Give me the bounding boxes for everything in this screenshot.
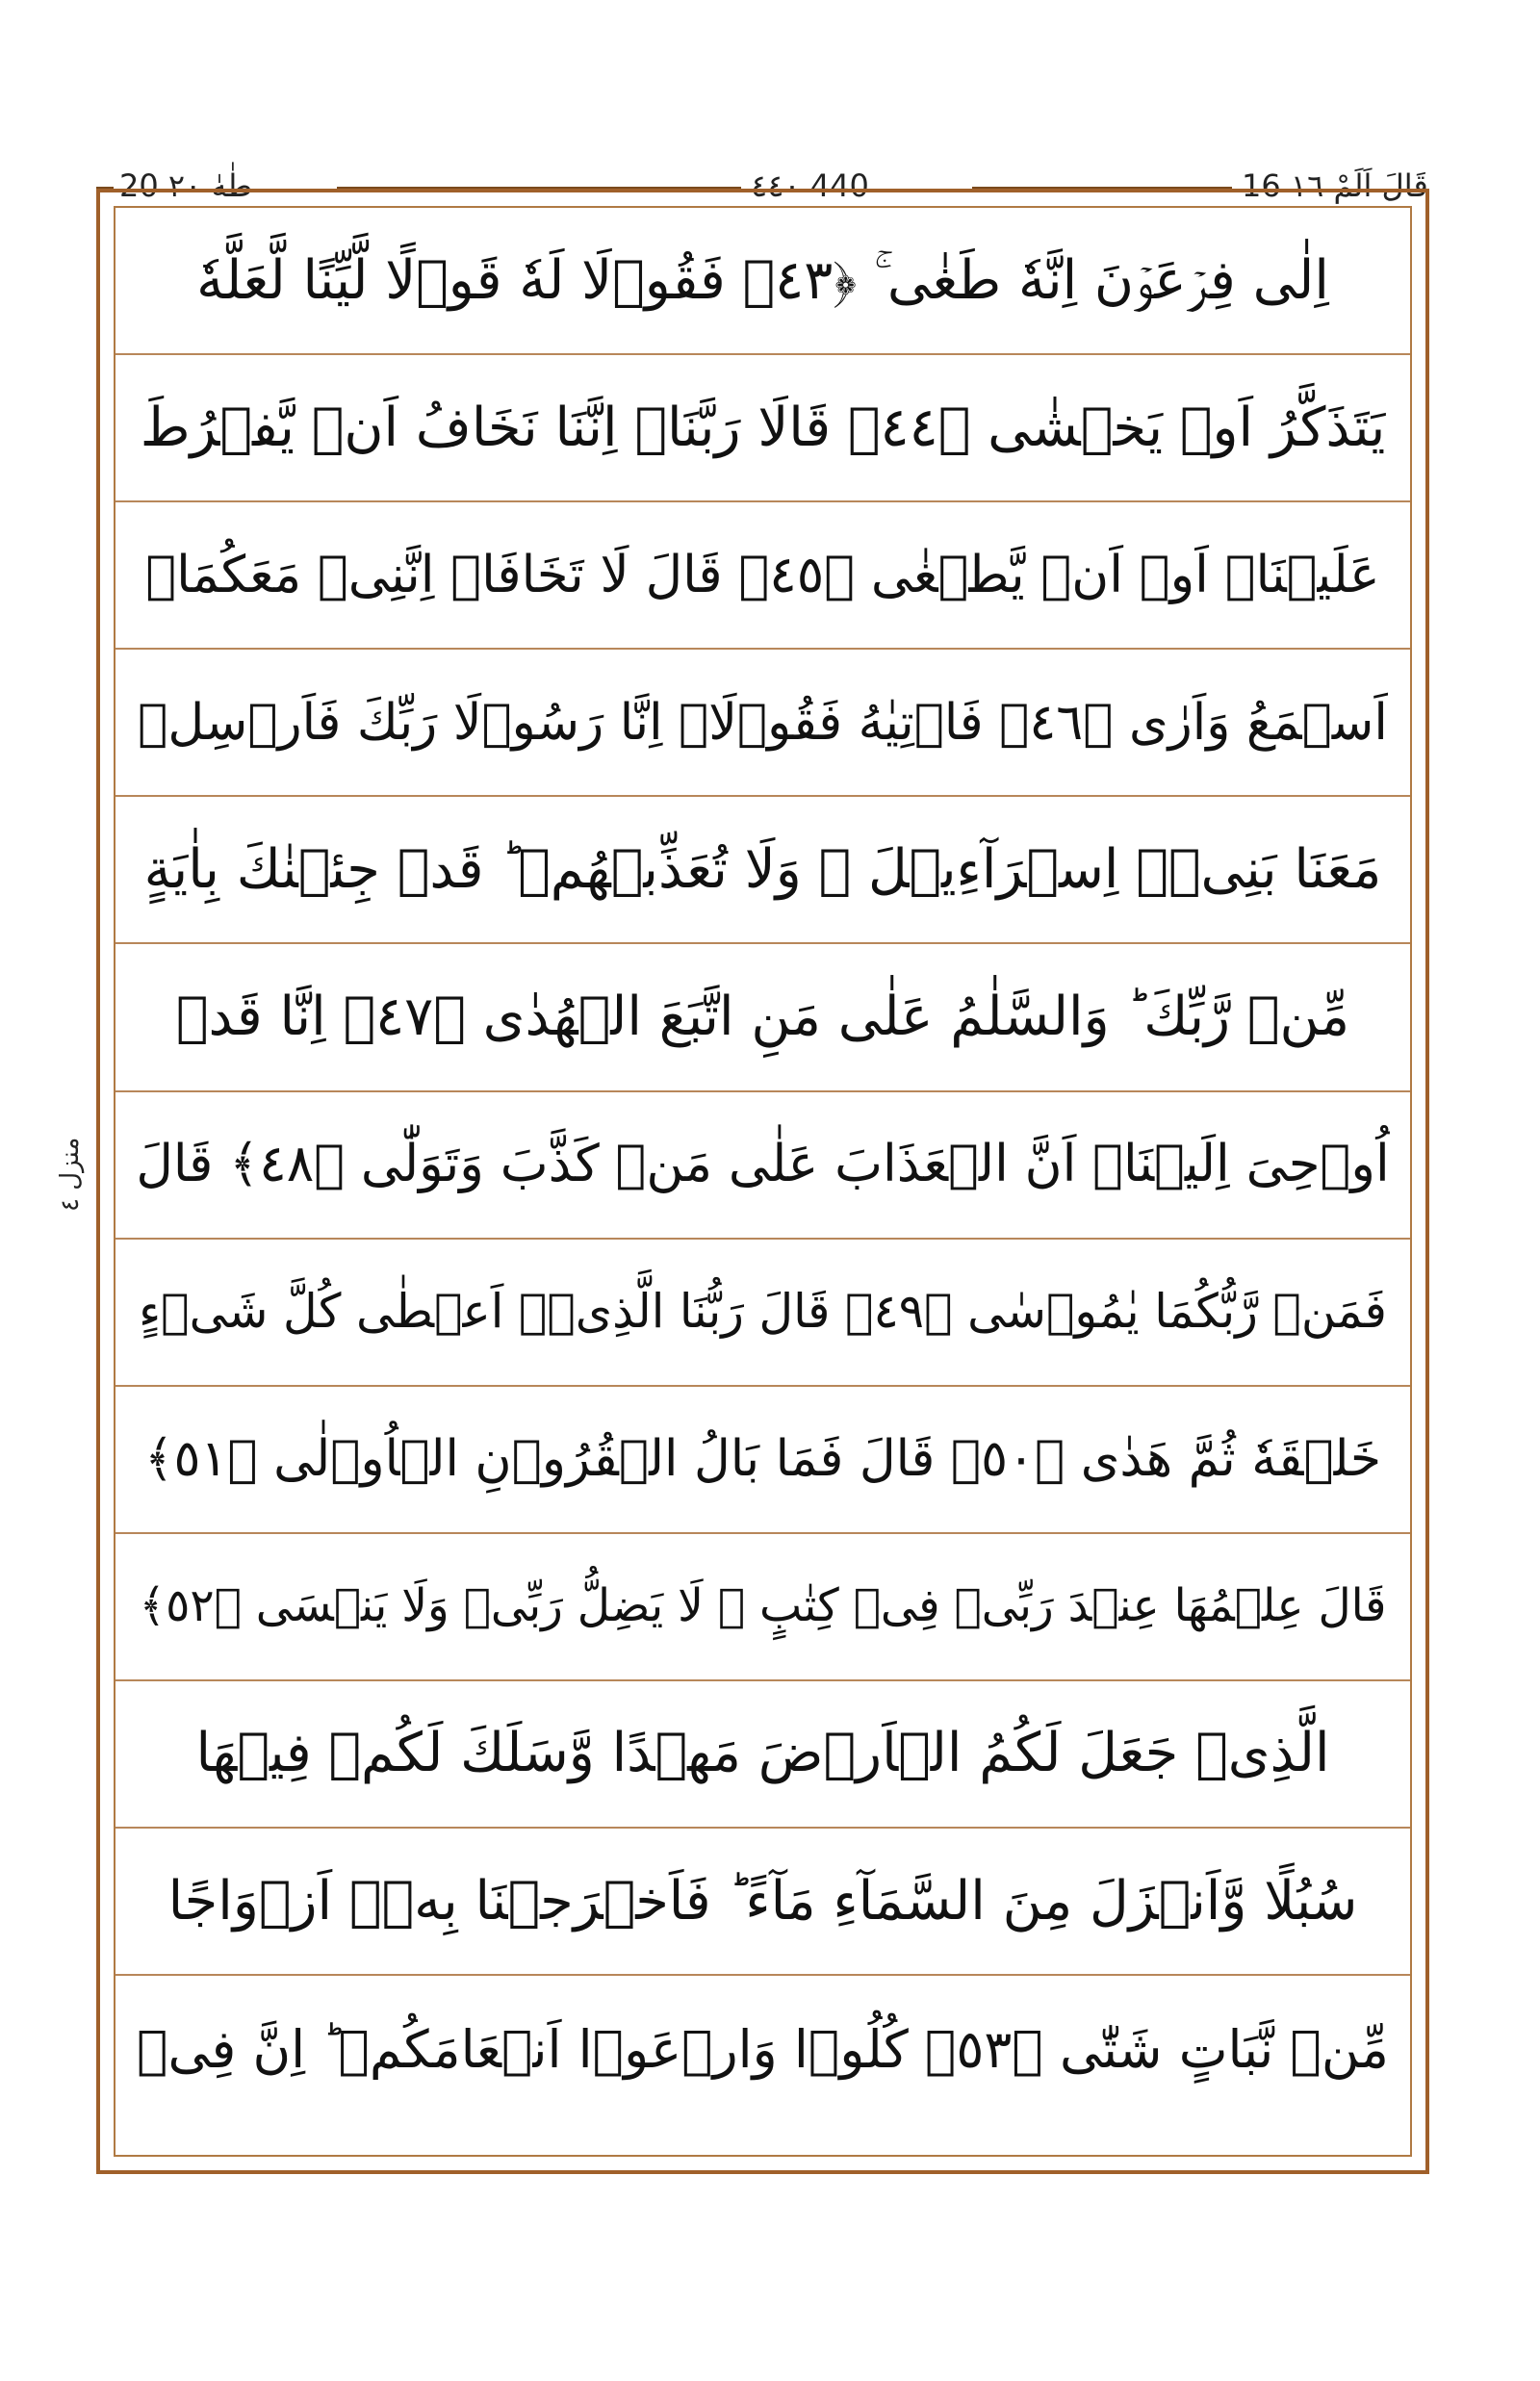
surah-label: 20 طٰهٰ ٢٠ <box>119 167 253 204</box>
juz-label: 16 قَالَ اَلَمْ ١٦ <box>1242 167 1428 204</box>
page-frame <box>96 189 1429 2174</box>
text-line <box>116 1387 1410 1534</box>
line-text: اُوۡحِىَ اِلَيۡنَاۤ اَنَّ الۡعَذَابَ عَلٰى مَنۡ كَذَّبَ وَتَوَلّٰى ﴿٤٨﴾ قَالَ <box>136 1135 1390 1194</box>
line-text: مِّنۡ رَّبِّكَ ؕ وَالسَّلٰمُ عَلٰى مَنِ اتَّبَعَ الۡهُدٰى ﴿٤٧﴾ اِنَّا قَدۡ <box>175 986 1350 1049</box>
text-line <box>116 208 1410 355</box>
line-text: عَلَيۡنَاۤ اَوۡ اَنۡ يَّطۡغٰى ﴿٤٥﴾ قَالَ لَا تَخَافَاۤ اِنَّنِىۡ مَعَكُمَاۤ <box>145 545 1380 604</box>
line-text: فَمَنۡ رَّبُّكُمَا يٰمُوۡسٰى ﴿٤٩﴾ قَالَ رَبُّنَا الَّذِىۡۤ اَعۡطٰى كُلَّ شَىۡءٍ <box>139 1284 1387 1340</box>
text-line <box>116 650 1410 797</box>
text-line <box>116 1240 1410 1387</box>
line-text: يَتَذَكَّرُ اَوۡ يَخۡشٰى ﴿٤٤﴾ قَالَا رَبَّنَاۤ اِنَّنَا نَخَافُ اَنۡ يَّفۡرُطَ <box>140 396 1386 459</box>
line-text: خَلۡقَهٗ ثُمَّ هَدٰى ﴿٥٠﴾ قَالَ فَمَا بَالُ الۡقُرُوۡنِ الۡاُوۡلٰى ﴿٥١﴾ <box>144 1430 1382 1489</box>
line-text: مِّنۡ نَّبَاتٍ شَتّٰى ﴿٥٣﴾ كُلُوۡا وَارۡعَوۡا اَنۡعَامَكُمۡ ؕ اِنَّ فِىۡ <box>137 2018 1389 2080</box>
text-line <box>116 1976 1410 2123</box>
text-line <box>116 355 1410 502</box>
text-line <box>116 1829 1410 1976</box>
text-line <box>116 944 1410 1091</box>
line-text: اِلٰى فِرۡعَوۡنَ اِنَّهٗ طَغٰى ۚ ﴿٤٣﴾ فَقُوۡلَا لَهٗ قَوۡلًا لَّيِّنًا لَّعَلَّهٗ <box>196 248 1329 312</box>
page-number: ٤٤٠ 440 <box>751 167 869 204</box>
text-line <box>116 797 1410 944</box>
line-text: مَعَنَا بَنِىۡۤ اِسۡرَآءِيۡلَ ۙ وَلَا تُعَذِّبۡهُمۡ ؕ قَدۡ جِئۡنٰكَ بِاٰيَةٍ <box>143 837 1382 901</box>
verse-lines <box>116 208 1410 2155</box>
line-text: الَّذِىۡ جَعَلَ لَكُمُ الۡاَرۡضَ مَهۡدًا وَّسَلَكَ لَكُمۡ فِيۡهَا <box>195 1722 1330 1785</box>
text-line <box>116 1681 1410 1829</box>
text-area <box>114 206 1412 2157</box>
line-text: سُبُلًا وَّاَنۡزَلَ مِنَ السَّمَآءِ مَآءً ؕ فَاَخۡرَجۡنَا بِهٖۤ اَزۡوَاجًا <box>167 1869 1358 1933</box>
line-text: قَالَ عِلۡمُهَا عِنۡدَ رَبِّىۡ فِىۡ كِتٰبٍ ۚ لَا يَضِلُّ رَبِّىۡ وَلَا يَنۡسَى ﴿٥٢﴾ <box>139 1579 1387 1633</box>
text-line <box>116 1092 1410 1240</box>
text-line <box>116 502 1410 650</box>
manzil-marker: منزل ٤ <box>56 1137 85 1212</box>
text-line <box>116 1534 1410 1681</box>
line-text: اَسۡمَعُ وَاَرٰى ﴿٤٦﴾ فَاۡتِيٰهُ فَقُوۡلَاۤ اِنَّا رَسُوۡلَا رَبِّكَ فَاَرۡسِلۡ <box>138 693 1388 752</box>
